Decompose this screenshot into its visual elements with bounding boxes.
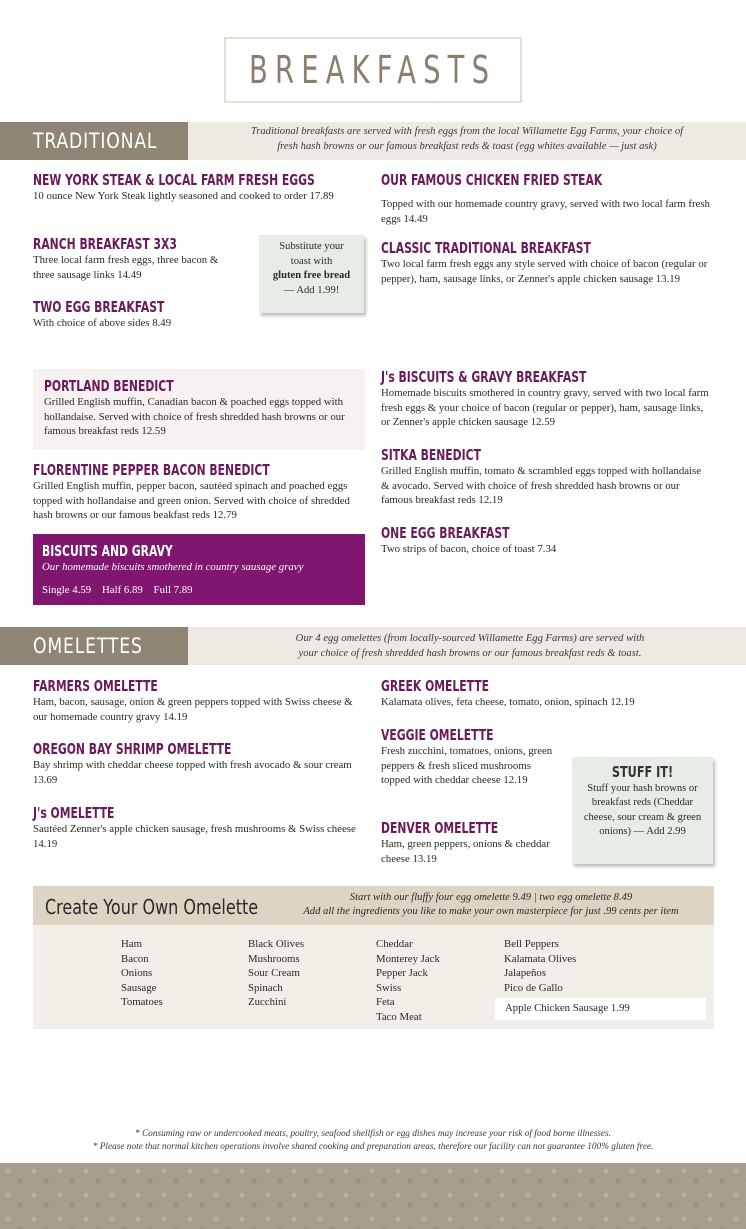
menu-item-desc: Ham, green peppers, onions & cheddar cheese 13.19 — [381, 838, 550, 865]
menu-item-desc: Fresh zucchini, tomatoes, onions, green peppers & fresh sliced mushrooms topped with cheddar cheese 12.19 — [381, 745, 553, 786]
menu-item-name: NEW YORK STEAK & LOCAL FARM FRESH EGGS — [33, 171, 315, 189]
menu-item-desc: Grilled English muffin, pepper bacon, sautéed spinach and poached eggs topped with hollandaise and green onion. Served with choice of shredded hash browns or our famous beakfast reds 12.79 — [33, 480, 350, 521]
page-title: BREAKFASTS — [249, 48, 497, 92]
footnote-raw-food: * Consuming raw or undercooked meats, poultry, seafood shellfish or egg dishes may increase your risk of food borne illnesses. — [135, 1129, 611, 1139]
menu-item-sitka-benedict — [381, 446, 711, 508]
stuff-it-box — [572, 757, 713, 864]
stuff-it-desc: Stuff your hash browns or breakfast reds (Cheddar cheese, sour cream & green onions) — Add 2.99 — [583, 782, 702, 837]
ingredients-col-2: Black Olives Mushrooms Sour Cream Spinach Zucchini — [248, 938, 305, 1009]
menu-item-name: J's OMELETTE — [33, 804, 115, 822]
create-omelette-header — [33, 886, 714, 925]
menu-item-name: ONE EGG BREAKFAST — [381, 524, 510, 542]
menu-item-desc: Grilled English muffin, Canadian bacon & poached eggs topped with hollandaise. Served with choice of fresh shredded hash browns or our famous breakfast reds 12.59 — [44, 396, 345, 437]
menu-item-desc: Our homemade biscuits smothered in country sausage gravy — [42, 561, 304, 573]
menu-item-portland-benedict — [44, 377, 354, 439]
traditional-section-note: Traditional breakfasts are served with fresh eggs from the local Willamette Egg Farms, your choice of fresh hash browns or our famous breakfast reds & toast (egg whites available — just ask) — [250, 126, 684, 152]
apple-chicken-sausage-addon: Apple Chicken Sausage 1.99 — [495, 998, 706, 1020]
menu-item-farmers-omelette — [33, 677, 363, 724]
biscuits-gravy-box — [33, 534, 365, 605]
menu-item-desc: With choice of above sides 8.49 — [33, 317, 172, 329]
menu-item-js-omelette — [33, 804, 363, 851]
menu-item-name: SITKA BENEDICT — [381, 446, 481, 464]
menu-item-name: VEGGIE OMELETTE — [381, 726, 494, 744]
menu-item-desc: Bay shrimp with cheddar cheese topped with fresh avocado & sour cream 13.69 — [33, 759, 352, 786]
menu-item-name: OUR FAMOUS CHICKEN FRIED STEAK — [381, 171, 603, 189]
create-omelette-note: Start with our fluffy four egg omelette 9.49 | two egg omelette 8.49 Add all the ingredients you like to make your own masterpiece for just .99 cents per item — [303, 892, 679, 917]
menu-item-desc: Ham, bacon, sausage, onion & green peppers topped with Swiss cheese & our homemade country gravy 14.19 — [33, 696, 353, 723]
menu-item-desc: Homemade biscuits smothered in country gravy, served with two local farm fresh eggs & your choice of bacon (regular or pepper), ham, sausage links, or Zenner's apple chicken sausage 12.59 — [381, 387, 709, 428]
menu-item-desc: Three local farm fresh eggs, three bacon & three sausage links 14.49 — [33, 254, 219, 281]
menu-item-desc: Grilled English muffin, tomato & scrambled eggs topped with hollandaise & avocado. Served with choice of fresh shredded hash browns or our famous breakfast reds 12.19 — [381, 465, 702, 506]
menu-item-name: J's BISCUITS & GRAVY BREAKFAST — [381, 368, 587, 386]
menu-item-desc: Kalamata olives, feta cheese, tomato, onion, spinach 12.19 — [381, 696, 635, 708]
page-title-box — [224, 37, 522, 103]
omelettes-section-tab: OMELETTES — [0, 627, 188, 665]
menu-item-oregon-bay-shrimp — [33, 740, 363, 787]
menu-item-chicken-fried-steak — [381, 171, 711, 226]
create-omelette-title: Create Your Own Omelette — [45, 895, 259, 919]
menu-item-desc: Topped with our homemade country gravy, served with two local farm fresh eggs 14.49 — [381, 198, 710, 225]
menu-item-classic-traditional — [381, 239, 711, 286]
menu-item-denver-omelette — [381, 819, 553, 866]
menu-item-name: DENVER OMELETTE — [381, 819, 499, 837]
stuff-it-title: STUFF IT! — [611, 763, 674, 781]
ingredients-col-4: Bell Peppers Kalamata Olives Jalapeños Pico de Gallo — [504, 938, 577, 994]
menu-item-name: FLORENTINE PEPPER BACON BENEDICT — [33, 461, 270, 479]
menu-item-desc: Two local farm fresh eggs any style served with choice of bacon (regular or pepper), ham, sausage links, or Zenner's apple chicken sausage 13.19 — [381, 258, 708, 285]
menu-item-florentine-benedict — [33, 461, 368, 523]
menu-item-name: PORTLAND BENEDICT — [44, 377, 174, 395]
ingredients-col-1: Ham Bacon Onions Sausage Tomatoes — [121, 938, 163, 1009]
omelettes-section-note: Our 4 egg omelettes (from locally-sourced Willamette Egg Farms) are served with your choice of fresh shredded hash browns or our famous breakfast reds & toast. — [295, 633, 645, 659]
menu-item-one-egg-breakfast — [381, 524, 711, 557]
menu-item-desc: Sautéed Zenner's apple chicken sausage, fresh mushrooms & Swiss cheese 14.19 — [33, 823, 356, 850]
menu-item-name: FARMERS OMELETTE — [33, 677, 158, 695]
menu-item-name: OREGON BAY SHRIMP OMELETTE — [33, 740, 232, 758]
traditional-section-tab: TRADITIONAL — [0, 122, 188, 160]
decorative-bottom-band — [0, 1163, 746, 1229]
menu-item-name: RANCH BREAKFAST 3X3 — [33, 235, 177, 253]
menu-item-name: GREEK OMELETTE — [381, 677, 489, 695]
footnote-gluten: * Please note that normal kitchen operations involve shared cooking and preparation areas, therefore our facility can not guarantee 100% gluten free. — [92, 1142, 654, 1152]
menu-item-desc: Two strips of bacon, choice of toast 7.34 — [381, 543, 557, 555]
menu-item-two-egg-breakfast — [33, 298, 253, 331]
menu-item-name: CLASSIC TRADITIONAL BREAKFAST — [381, 239, 591, 257]
menu-item-name: TWO EGG BREAKFAST — [33, 298, 165, 316]
menu-item-ranch-breakfast — [33, 235, 233, 282]
menu-item-veggie-omelette — [381, 726, 553, 788]
menu-item-name: BISCUITS AND GRAVY — [42, 542, 173, 560]
menu-item-desc: 10 ounce New York Steak lightly seasoned and cooked to order 17.89 — [33, 190, 334, 202]
menu-item-greek-omelette — [381, 677, 711, 710]
gluten-free-box: Substitute your toast with gluten free bread — Add 1.99! — [259, 235, 364, 313]
ingredients-col-3: Cheddar Monterey Jack Pepper Jack Swiss Feta Taco Meat — [376, 938, 440, 1023]
menu-item-js-biscuits-gravy — [381, 368, 711, 430]
menu-item-ny-steak — [33, 171, 353, 204]
menu-item-prices: Single 4.59 Half 6.89 Full 7.89 — [42, 583, 193, 596]
footnotes — [20, 1128, 726, 1154]
